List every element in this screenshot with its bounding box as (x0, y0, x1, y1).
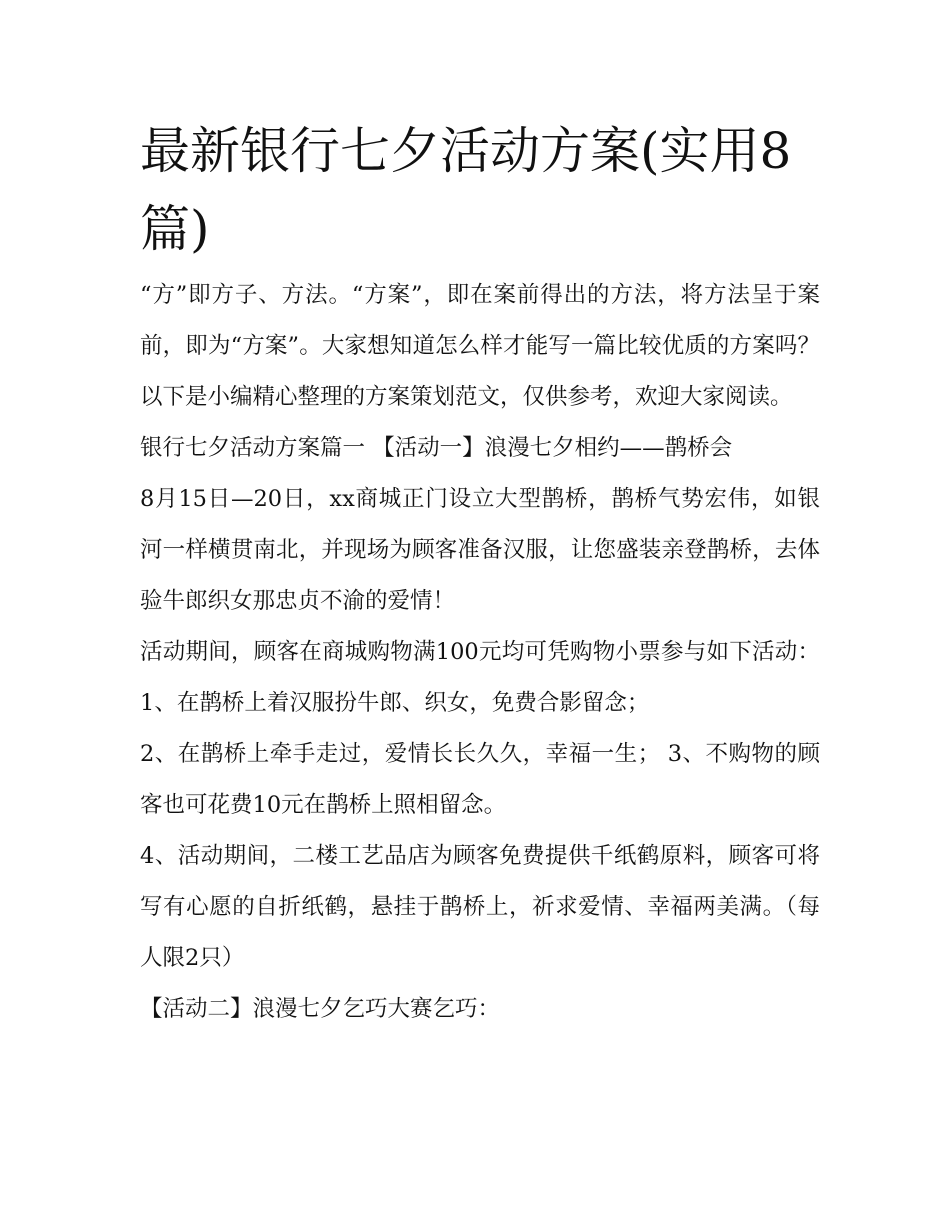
document-body (140, 270, 820, 1035)
paragraph-item-four: 4、活动期间，二楼工艺品店为顾客免费提供千纸鹤原料，顾客可将写有心愿的自折纸鹤，悬挂于鹊桥上，祈求爱情、幸福两美满。（每人限2只） (140, 843, 820, 971)
paragraph-activity-two-heading: 【活动二】浪漫七夕乞巧大赛乞巧： (140, 996, 501, 1022)
paragraph-activity-details: 活动期间，顾客在商城购物满100元均可凭购物小票参与如下活动： 1、在鹊桥上着汉服扮牛郎、织女，免费合影留念； (140, 639, 820, 716)
paragraph-intro: “方”即方子、方法。“方案”，即在案前得出的方法，将方法呈于案前，即为“方案”。大家想知道怎么样才能写一篇比较优质的方案吗？以下是小编精心整理的方案策划范文，仅供参考，欢迎大家阅读。 (140, 282, 820, 410)
paragraph-activity-one-heading: 银行七夕活动方案篇一 【活动一】浪漫七夕相约——鹊桥会 (140, 435, 733, 461)
paragraph-magpie-bridge: 8月15日—20日，xx商城正门设立大型鹊桥，鹊桥气势宏伟，如银河一样横贯南北，并现场为顾客准备汉服，让您盛装亲登鹊桥，去体验牛郎织女那忠贞不渝的爱情！ (140, 486, 820, 614)
document-title: 最新银行七夕活动方案(实用8篇) (140, 122, 792, 258)
paragraph-items-two-three: 2、在鹊桥上牵手走过，爱情长长久久，幸福一生； 3、不购物的顾客也可花费10元在鹊桥上照相留念。 (140, 741, 820, 818)
